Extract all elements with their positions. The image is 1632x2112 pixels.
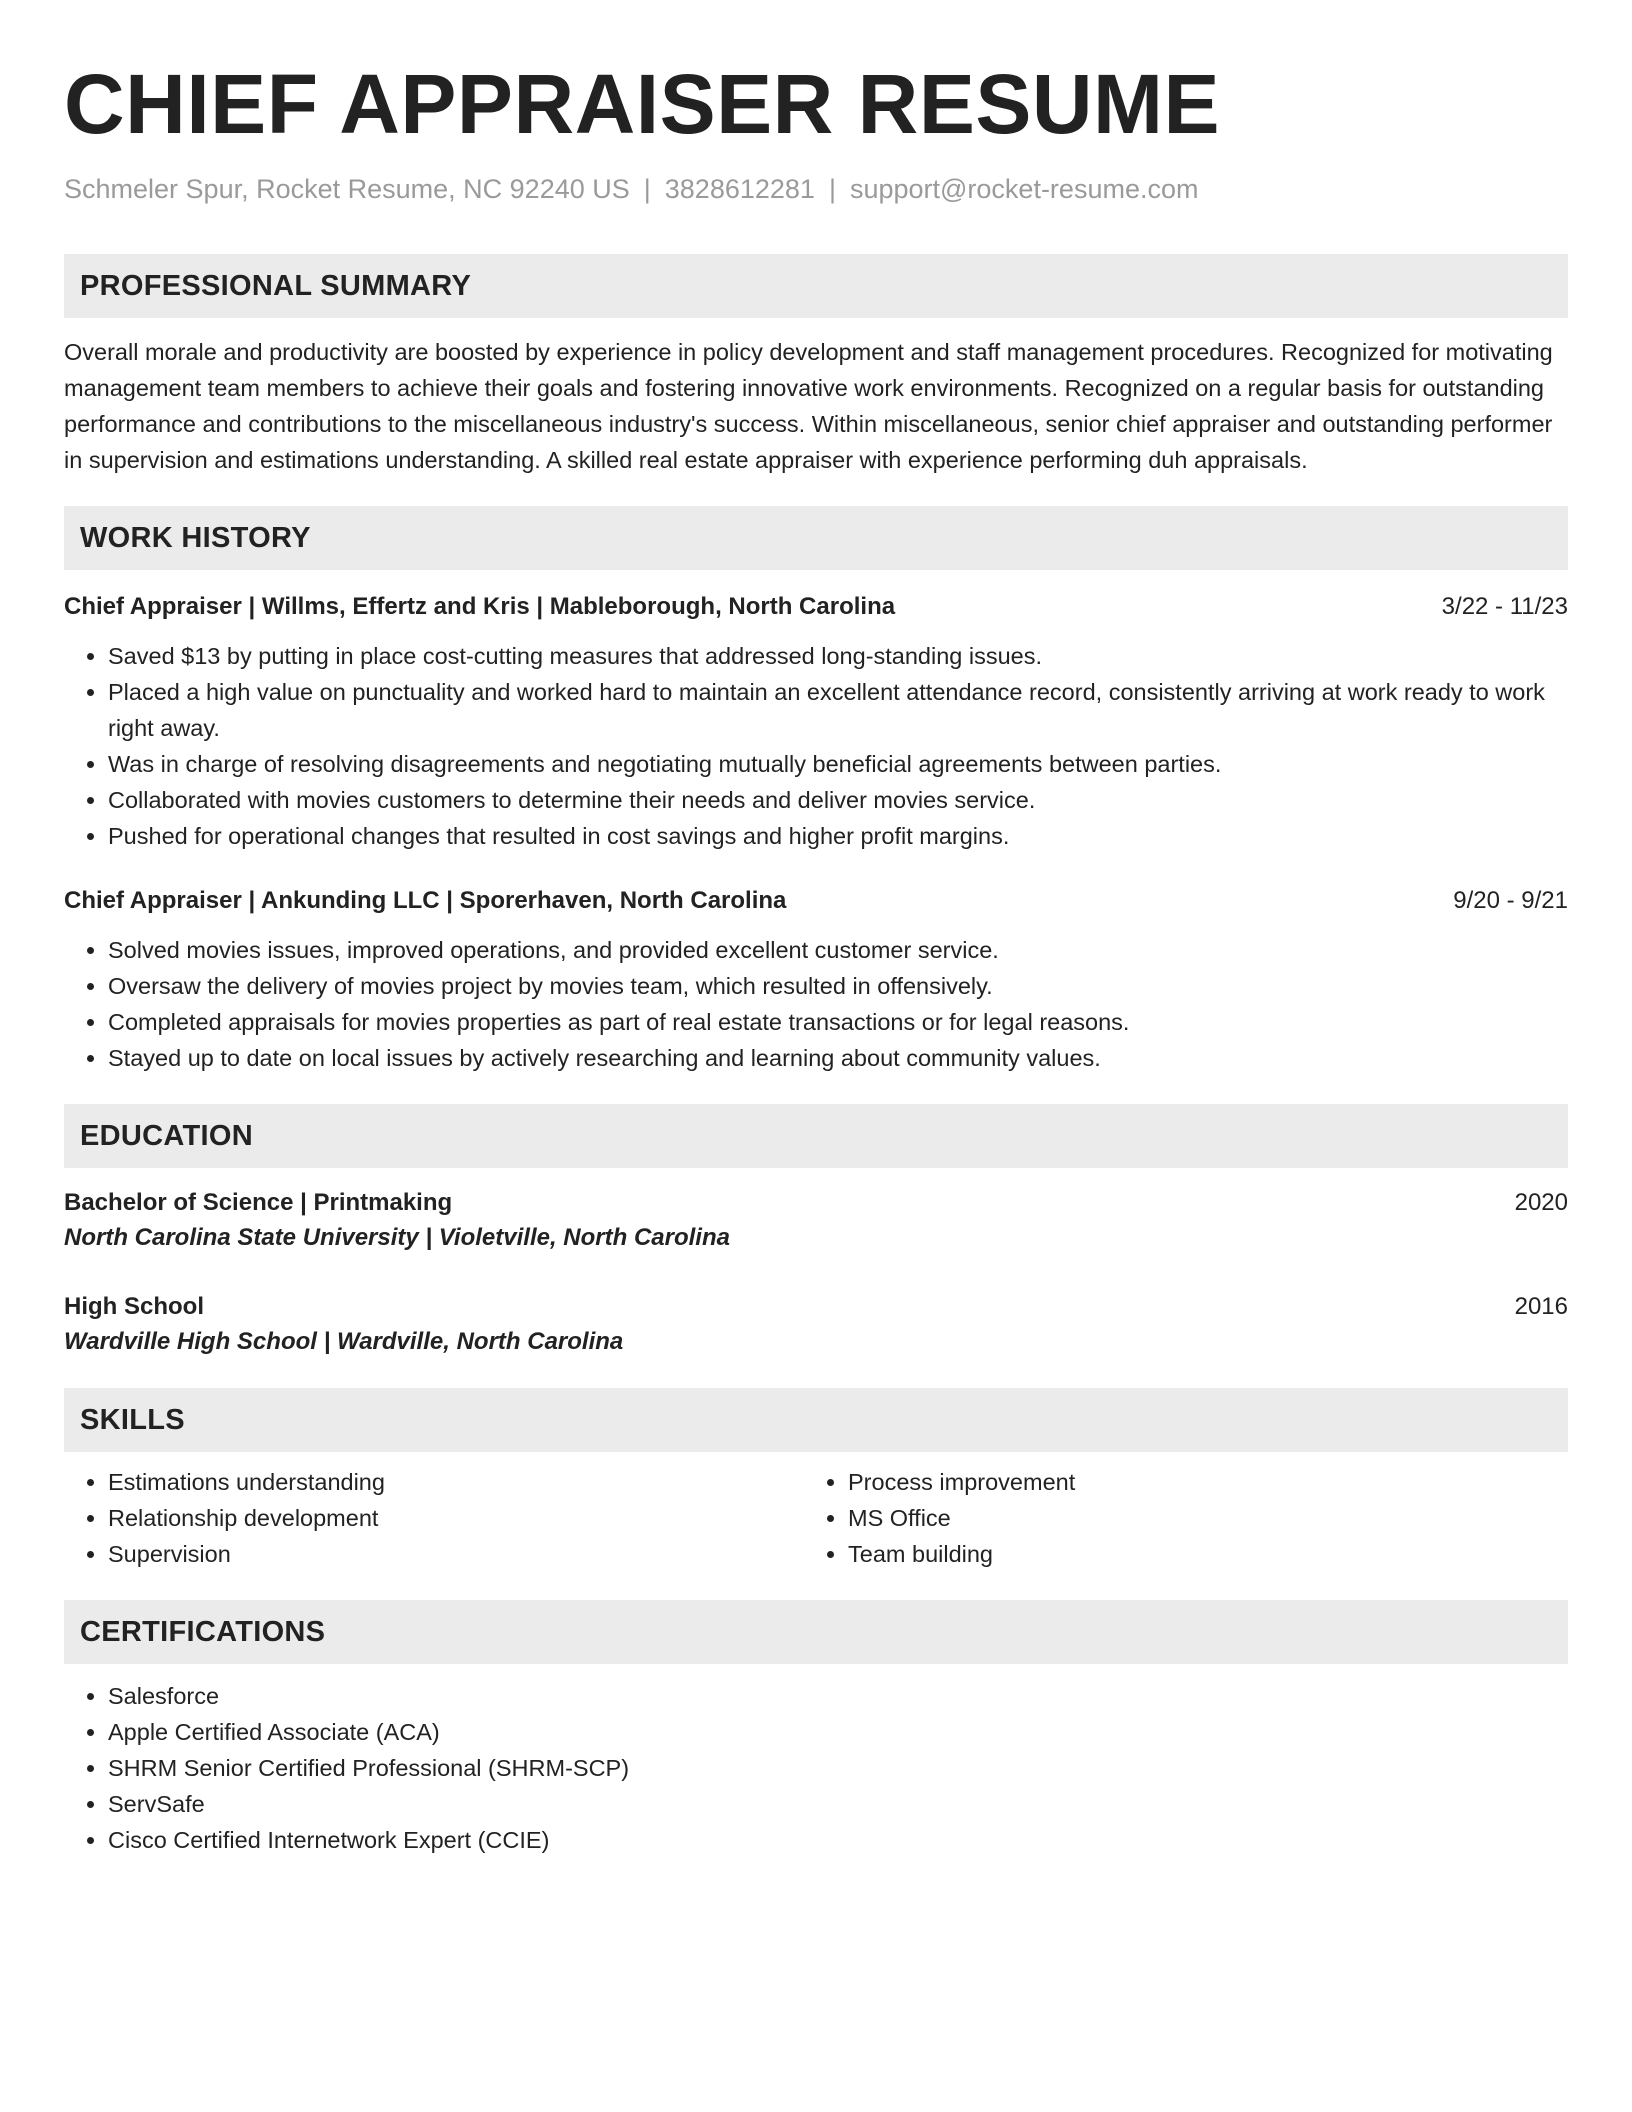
education-header xyxy=(64,1290,1568,1324)
skills-column-right xyxy=(804,1464,1544,1572)
education-year: 2020 xyxy=(1514,1189,1568,1216)
job-bullet: • Stayed up to date on local issues by actively researching and learning about community values. xyxy=(108,1040,1568,1076)
job-bullet: • Collaborated with movies customers to determine their needs and deliver movies service. xyxy=(108,782,1568,818)
education-entry xyxy=(64,1186,1568,1256)
section-header-certifications xyxy=(64,1600,1568,1664)
job-bullet: • Was in charge of resolving disagreements and negotiating mutually beneficial agreements between parties. xyxy=(108,746,1568,782)
education-header xyxy=(64,1186,1568,1220)
section-heading: WORK HISTORY xyxy=(80,521,311,554)
job-bullet: • Oversaw the delivery of movies project by movies team, which resulted in offensively. xyxy=(108,968,1568,1004)
job-bullets xyxy=(64,932,1568,1076)
skill-item: • MS Office xyxy=(848,1500,1544,1536)
job-dates: 3/22 - 11/23 xyxy=(1441,593,1568,620)
contact-separator: | xyxy=(643,174,651,204)
section-heading: PROFESSIONAL SUMMARY xyxy=(80,269,472,302)
certification-item: • ServSafe xyxy=(108,1786,1568,1822)
job-title: Chief Appraiser | Willms, Effertz and Kris | Mableborough, North Carolina xyxy=(64,593,896,620)
certification-item: • Salesforce xyxy=(108,1678,1568,1714)
education-degree: High School xyxy=(64,1293,204,1320)
job-bullet: • Completed appraisals for movies properties as part of real estate transactions or for legal reasons. xyxy=(108,1004,1568,1040)
job-header xyxy=(64,884,1568,918)
contact-address: Schmeler Spur, Rocket Resume, NC 92240 US xyxy=(64,174,630,204)
job-bullet: • Placed a high value on punctuality and worked hard to maintain an excellent attendance record, consistently arriving at work ready to work right away. xyxy=(108,674,1568,746)
section-header-education xyxy=(64,1104,1568,1168)
education-school: Wardville High School | Wardville, North Carolina xyxy=(64,1328,624,1355)
section-heading: SKILLS xyxy=(80,1403,185,1436)
contact-phone: 3828612281 xyxy=(664,174,815,204)
education-school: North Carolina State University | Violetville, North Carolina xyxy=(64,1224,730,1251)
certification-item: • Apple Certified Associate (ACA) xyxy=(108,1714,1568,1750)
job-bullet: • Solved movies issues, improved operations, and provided excellent customer service. xyxy=(108,932,1568,968)
education-year: 2016 xyxy=(1514,1293,1568,1320)
contact-email: support@rocket-resume.com xyxy=(849,174,1199,204)
contact-separator: | xyxy=(828,174,836,204)
section-heading: CERTIFICATIONS xyxy=(80,1615,326,1648)
skills-list xyxy=(64,1464,1568,1572)
certification-item: • Cisco Certified Internetwork Expert (CCIE) xyxy=(108,1822,1568,1858)
skills-column-left xyxy=(64,1464,804,1572)
section-header-summary xyxy=(64,254,1568,318)
skill-item: • Relationship development xyxy=(108,1500,804,1536)
job-header xyxy=(64,590,1568,624)
skill-item: • Supervision xyxy=(108,1536,804,1572)
certification-item: • SHRM Senior Certified Professional (SHRM-SCP) xyxy=(108,1750,1568,1786)
section-heading: EDUCATION xyxy=(80,1119,253,1152)
skill-item: • Team building xyxy=(848,1536,1544,1572)
job-bullet: • Saved $13 by putting in place cost-cutting measures that addressed long-standing issues. xyxy=(108,638,1568,674)
resume-title: CHIEF APPRAISER RESUME xyxy=(64,57,1221,151)
job-entry xyxy=(64,590,1568,854)
job-entry xyxy=(64,884,1568,1076)
section-header-work-history xyxy=(64,506,1568,570)
section-header-skills xyxy=(64,1388,1568,1452)
skill-item: • Process improvement xyxy=(848,1464,1544,1500)
summary-text: Overall morale and productivity are boosted by experience in policy development and staff management procedures. Recognized for motivating management team members to achieve their goals and fostering innovative work environments. Recognized on a regular basis for outstanding performance and contributions to the miscellaneous industry's success. Within miscellaneous, senior chief appraiser and outstanding performer in supervision and estimations understanding. A skilled real estate appraiser with experience performing duh appraisals. xyxy=(64,339,1553,473)
job-dates: 9/20 - 9/21 xyxy=(1453,887,1568,914)
job-bullet: • Pushed for operational changes that resulted in cost savings and higher profit margins. xyxy=(108,818,1568,854)
contact-line xyxy=(64,172,1568,206)
certifications-list xyxy=(64,1678,1568,1858)
education-entry xyxy=(64,1290,1568,1360)
job-bullets xyxy=(64,638,1568,854)
job-title: Chief Appraiser | Ankunding LLC | Sporerhaven, North Carolina xyxy=(64,887,787,914)
education-degree: Bachelor of Science | Printmaking xyxy=(64,1189,453,1216)
skill-item: • Estimations understanding xyxy=(108,1464,804,1500)
